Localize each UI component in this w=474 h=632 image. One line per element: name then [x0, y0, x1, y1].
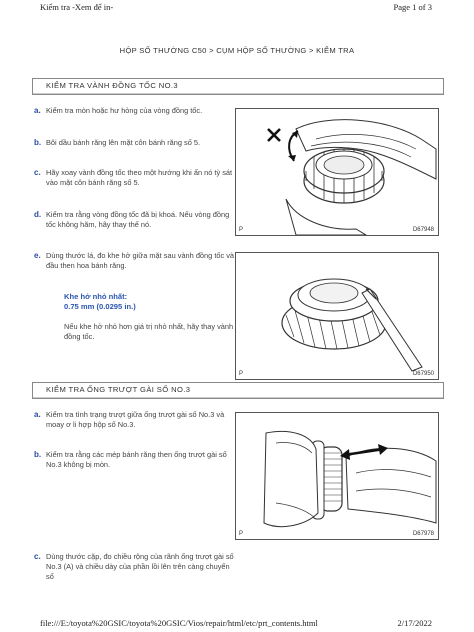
step-text: Kiểm tra tình trạng trượt giữa ống trượt gài số No.3 và moay ơ li hợp hộp số No.3.: [46, 410, 225, 429]
step-letter: e.: [34, 251, 41, 260]
section-header-shifting-sleeve: [32, 382, 444, 399]
step-text: Kiểm tra rằng vòng đồng tốc đã bị khoá. Nếu vòng đồng tốc không hãm, hãy thay thế nó.: [46, 210, 230, 229]
step-d: [34, 210, 236, 230]
step-text: Dùng thước cặp, đo chiều rộng của rãnh ống trượt gài số No.3 (A) và chiều dày của phần lồi lên trên càng chuyển số: [46, 552, 234, 581]
spec-label: Khe hở nhỏ nhất:: [64, 292, 128, 301]
step-b: [34, 138, 236, 148]
figure-code: D67978: [412, 531, 434, 537]
step-letter: b.: [34, 450, 42, 459]
step-c: [34, 168, 236, 188]
step-letter: c.: [34, 168, 41, 177]
figure-p-label: P: [239, 531, 244, 537]
step-text: Dùng thước lá, đo khe hở giữa mặt sau vành đồng tốc và đầu then hoa bánh răng.: [46, 251, 235, 270]
step-c-sleeve: [34, 552, 236, 582]
step-b-sleeve: [34, 450, 236, 470]
step-letter: c.: [34, 552, 41, 561]
page-number: Page 1 of 3: [393, 2, 432, 12]
footer-date: 2/17/2022: [397, 618, 432, 628]
step-e: [34, 251, 236, 271]
figure-code: D67948: [412, 227, 434, 233]
hands-sleeve-illustration: [236, 413, 438, 539]
step-letter: a.: [34, 410, 41, 419]
hand-gear-illustration: [236, 109, 438, 235]
figure-feeler-gauge: [235, 252, 439, 380]
step-letter: d.: [34, 210, 42, 219]
step-text: Hãy xoay vành đồng tốc theo một hướng khi ấn nó tỳ sát vào mặt côn bánh răng số 5.: [46, 168, 233, 187]
figure-sleeve-sliding: [235, 412, 439, 540]
figure-p-label: P: [239, 227, 244, 233]
spec-value: 0.75 mm (0.0295 in.): [64, 302, 136, 311]
step-text: Bôi dầu bánh răng lên mặt côn bánh răng số 5.: [46, 138, 201, 147]
step-a-sleeve: [34, 410, 236, 430]
step-text: Kiểm tra mòn hoặc hư hỏng của vòng đồng tốc.: [46, 106, 203, 115]
section-title: KIỂM TRA ỐNG TRƯỢT GÀI SỐ NO.3: [46, 385, 191, 394]
figure-synchronizer-rotation: [235, 108, 439, 236]
step-a: [34, 106, 236, 116]
page-header-title: Kiểm tra -Xem để in-: [40, 2, 114, 12]
step-letter: a.: [34, 106, 41, 115]
figure-code: D67950: [412, 371, 434, 377]
footer-file-path: file:///E:/toyota%20GSIC/toyota%20GSIC/Vios/repair/html/etc/prt_contents.html: [40, 618, 318, 628]
section-header-synchronizer-ring: [32, 78, 444, 95]
spec-note: Nếu khe hở nhỏ hơn giá trị nhỏ nhất, hãy thay vành đồng tốc.: [64, 322, 234, 341]
gear-feeler-illustration: [236, 253, 438, 379]
step-letter: b.: [34, 138, 42, 147]
figure-p-label: P: [239, 371, 244, 377]
section-title: KIỂM TRA VÀNH ĐỒNG TỐC NO.3: [46, 81, 179, 90]
step-text: Kiểm tra rằng các mép bánh răng then ống trượt gài số No.3 không bị mòn.: [46, 450, 227, 469]
breadcrumb: HỘP SỐ THƯỜNG C50 > CỤM HỘP SỐ THƯỜNG > KIỂM TRA: [119, 46, 355, 55]
